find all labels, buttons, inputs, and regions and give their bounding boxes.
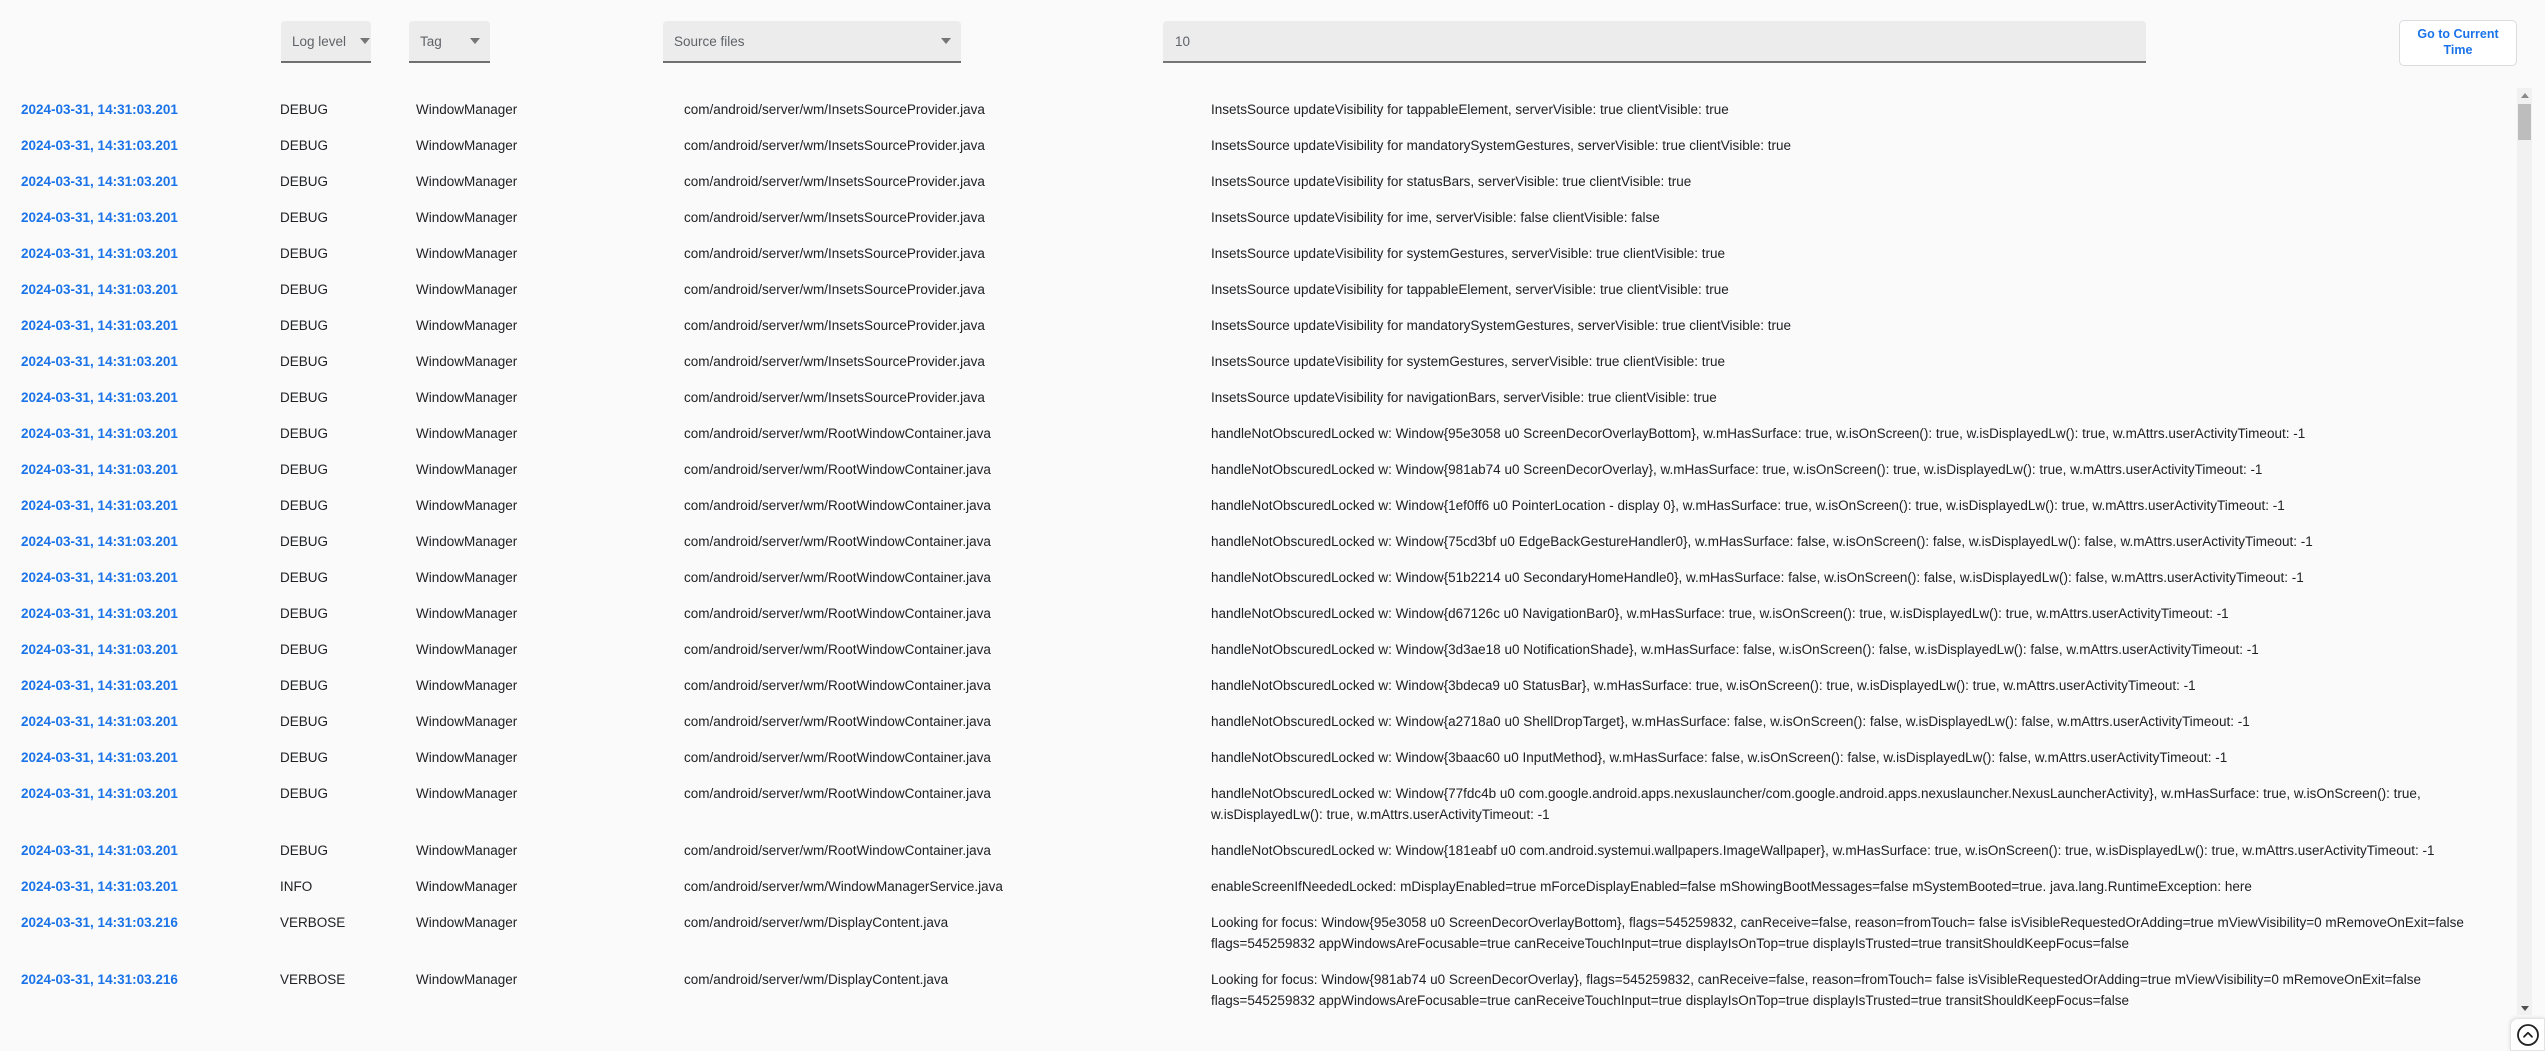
log-tag: WindowManager (416, 389, 518, 405)
log-row (0, 415, 2517, 451)
log-timestamp-link[interactable]: 2024-03-31, 14:31:03.201 (21, 173, 178, 189)
vertical-scrollbar[interactable] (2517, 88, 2532, 1015)
log-tag: WindowManager (416, 605, 518, 621)
log-row (0, 91, 2517, 127)
log-level: DEBUG (280, 245, 329, 261)
log-level: DEBUG (280, 353, 329, 369)
tag-select-label: Tag (420, 33, 442, 49)
log-tag: WindowManager (416, 569, 518, 585)
log-row (0, 961, 2517, 1018)
log-message: handleNotObscuredLocked w: Window{a2718a0 u0 ShellDropTarget}, w.mHasSurface: false, w.isOnScreen(): false, w.isDisplayedLw(): false, w.mAttrs.userActivityTimeout: -1 (1211, 713, 2250, 729)
log-level: DEBUG (280, 713, 329, 729)
log-tag: WindowManager (416, 245, 518, 261)
log-row (0, 832, 2517, 868)
time-window-input[interactable] (1163, 21, 2146, 63)
log-timestamp-link[interactable]: 2024-03-31, 14:31:03.201 (21, 137, 178, 153)
log-tag: WindowManager (416, 209, 518, 225)
log-level: DEBUG (280, 317, 329, 333)
log-tag: WindowManager (416, 842, 518, 858)
log-level: VERBOSE (280, 914, 346, 930)
log-level: DEBUG (280, 842, 329, 858)
log-timestamp-link[interactable]: 2024-03-31, 14:31:03.201 (21, 641, 178, 657)
log-message: handleNotObscuredLocked w: Window{3bdeca9 u0 StatusBar}, w.mHasSurface: true, w.isOnScreen(): true, w.isDisplayedLw(): true, w.mAttrs.userActivityTimeout: -1 (1211, 677, 2196, 693)
log-table (0, 91, 2517, 1018)
scrollbar-thumb[interactable] (2518, 104, 2531, 140)
log-source-file: com/android/server/wm/DisplayContent.java (684, 971, 949, 987)
log-row (0, 523, 2517, 559)
log-tag: WindowManager (416, 317, 518, 333)
log-tag: WindowManager (416, 878, 518, 894)
log-message: handleNotObscuredLocked w: Window{51b2214 u0 SecondaryHomeHandle0}, w.mHasSurface: false, w.isOnScreen(): false, w.isDisplayedLw(): false, w.mAttrs.userActivityTimeout: -1 (1211, 569, 2304, 585)
log-message: handleNotObscuredLocked w: Window{981ab74 u0 ScreenDecorOverlay}, w.mHasSurface: true, w.isOnScreen(): true, w.isDisplayedLw(): true, w.mAttrs.userActivityTimeout: -1 (1211, 461, 2263, 477)
log-level-select-label: Log level (292, 33, 347, 49)
log-row (0, 703, 2517, 739)
log-timestamp-link[interactable]: 2024-03-31, 14:31:03.201 (21, 878, 178, 894)
log-message: InsetsSource updateVisibility for tappableElement, serverVisible: true clientVisible: true (1211, 281, 1729, 297)
log-timestamp-link[interactable]: 2024-03-31, 14:31:03.201 (21, 677, 178, 693)
log-row (0, 868, 2517, 904)
log-tag: WindowManager (416, 281, 518, 297)
log-timestamp-link[interactable]: 2024-03-31, 14:31:03.201 (21, 101, 178, 117)
log-timestamp-link[interactable]: 2024-03-31, 14:31:03.201 (21, 209, 178, 225)
log-timestamp-link[interactable]: 2024-03-31, 14:31:03.201 (21, 749, 178, 765)
log-timestamp-link[interactable]: 2024-03-31, 14:31:03.201 (21, 461, 178, 477)
log-source-file: com/android/server/wm/RootWindowContainer.java (684, 497, 991, 513)
log-timestamp-link[interactable]: 2024-03-31, 14:31:03.201 (21, 842, 178, 858)
log-message: handleNotObscuredLocked w: Window{3baac60 u0 InputMethod}, w.mHasSurface: false, w.isOnScreen(): false, w.isDisplayedLw(): false, w.mAttrs.userActivityTimeout: -1 (1211, 749, 2228, 765)
source-files-select-label: Source files (674, 33, 745, 49)
chevron-up-circle-icon (2516, 1023, 2540, 1047)
log-tag: WindowManager (416, 785, 518, 801)
log-tag: WindowManager (416, 749, 518, 765)
log-row (0, 199, 2517, 235)
log-level: DEBUG (280, 497, 329, 513)
log-level: DEBUG (280, 641, 329, 657)
tag-select[interactable] (409, 21, 490, 63)
log-level: DEBUG (280, 209, 329, 225)
log-row (0, 904, 2517, 961)
log-source-file: com/android/server/wm/RootWindowContainer.java (684, 461, 991, 477)
log-level: DEBUG (280, 605, 329, 621)
log-source-file: com/android/server/wm/DisplayContent.java (684, 914, 949, 930)
log-level: DEBUG (280, 101, 329, 117)
log-timestamp-link[interactable]: 2024-03-31, 14:31:03.216 (21, 914, 178, 930)
log-timestamp-link[interactable]: 2024-03-31, 14:31:03.201 (21, 713, 178, 729)
log-message: InsetsSource updateVisibility for systemGestures, serverVisible: true clientVisible: true (1211, 245, 1725, 261)
log-row (0, 739, 2517, 775)
log-level: DEBUG (280, 677, 329, 693)
log-source-file: com/android/server/wm/RootWindowContainer.java (684, 713, 991, 729)
log-tag: WindowManager (416, 641, 518, 657)
log-timestamp-link[interactable]: 2024-03-31, 14:31:03.201 (21, 353, 178, 369)
scrollbar-down-arrow-icon[interactable] (2517, 1001, 2532, 1015)
log-message: Looking for focus: Window{981ab74 u0 ScreenDecorOverlay}, flags=545259832, canReceive=false, reason=fromTouch= false isVisibleRequestedOrAdding=true mViewVisibility=0 mRemoveOnExit=false flags=545259832 appWindowsAreFocusable=true canReceiveTouchInput=true displayIsOnTop=true displayIsTrusted=true transitShouldKeepFocus=false (1211, 971, 2422, 1008)
log-timestamp-link[interactable]: 2024-03-31, 14:31:03.201 (21, 425, 178, 441)
log-source-file: com/android/server/wm/RootWindowContainer.java (684, 785, 991, 801)
log-message: InsetsSource updateVisibility for navigationBars, serverVisible: true clientVisible: true (1211, 389, 1717, 405)
log-level: DEBUG (280, 461, 329, 477)
log-source-file: com/android/server/wm/InsetsSourceProvider.java (684, 317, 985, 333)
log-message: enableScreenIfNeededLocked: mDisplayEnabled=true mForceDisplayEnabled=false mShowingBootMessages=false mSystemBooted=true. java.lang.RuntimeException: here (1211, 878, 2252, 894)
log-timestamp-link[interactable]: 2024-03-31, 14:31:03.201 (21, 497, 178, 513)
log-source-file: com/android/server/wm/InsetsSourceProvider.java (684, 353, 985, 369)
log-timestamp-link[interactable]: 2024-03-31, 14:31:03.201 (21, 785, 178, 801)
log-source-file: com/android/server/wm/RootWindowContainer.java (684, 425, 991, 441)
log-row (0, 775, 2517, 832)
log-message: InsetsSource updateVisibility for systemGestures, serverVisible: true clientVisible: true (1211, 353, 1725, 369)
log-message: InsetsSource updateVisibility for ime, serverVisible: false clientVisible: false (1211, 209, 1660, 225)
log-timestamp-link[interactable]: 2024-03-31, 14:31:03.201 (21, 281, 178, 297)
log-level: DEBUG (280, 785, 329, 801)
log-level: DEBUG (280, 173, 329, 189)
go-to-current-time-button[interactable]: Go to Current Time (2399, 20, 2517, 66)
log-message: InsetsSource updateVisibility for mandatorySystemGestures, serverVisible: true clientVisible: true (1211, 137, 1792, 153)
log-tag: WindowManager (416, 533, 518, 549)
log-message: InsetsSource updateVisibility for mandatorySystemGestures, serverVisible: true clientVisible: true (1211, 317, 1792, 333)
source-files-select[interactable] (663, 21, 961, 63)
log-source-file: com/android/server/wm/InsetsSourceProvider.java (684, 209, 985, 225)
log-row (0, 487, 2517, 523)
log-tag: WindowManager (416, 353, 518, 369)
log-tag: WindowManager (416, 425, 518, 441)
log-message: InsetsSource updateVisibility for tappableElement, serverVisible: true clientVisible: true (1211, 101, 1729, 117)
log-message: handleNotObscuredLocked w: Window{95e3058 u0 ScreenDecorOverlayBottom}, w.mHasSurface: true, w.isOnScreen(): true, w.isDisplayedLw(): true, w.mAttrs.userActivityTimeout: -1 (1211, 425, 2306, 441)
log-tag: WindowManager (416, 497, 518, 513)
chevron-down-icon (360, 38, 370, 44)
log-message: handleNotObscuredLocked w: Window{3d3ae18 u0 NotificationShade}, w.mHasSurface: false, w.isOnScreen(): false, w.isDisplayedLw(): false, w.mAttrs.userActivityTimeout: -1 (1211, 641, 2259, 657)
log-row (0, 595, 2517, 631)
log-row (0, 379, 2517, 415)
log-row (0, 271, 2517, 307)
log-tag: WindowManager (416, 713, 518, 729)
log-source-file: com/android/server/wm/InsetsSourceProvider.java (684, 281, 985, 297)
log-message: handleNotObscuredLocked w: Window{75cd3bf u0 EdgeBackGestureHandler0}, w.mHasSurface: false, w.isOnScreen(): false, w.isDisplayedLw(): false, w.mAttrs.userActivityTimeout: -1 (1211, 533, 2313, 549)
log-source-file: com/android/server/wm/RootWindowContainer.java (684, 677, 991, 693)
log-tag: WindowManager (416, 971, 518, 987)
log-source-file: com/android/server/wm/WindowManagerService.java (684, 878, 1003, 894)
log-row (0, 127, 2517, 163)
log-row (0, 343, 2517, 379)
log-tag: WindowManager (416, 461, 518, 477)
log-tag: WindowManager (416, 137, 518, 153)
log-message: handleNotObscuredLocked w: Window{181eabf u0 com.android.systemui.wallpapers.ImageWallpaper}, w.mHasSurface: true, w.isOnScreen(): true, w.isDisplayedLw(): true, w.mAttrs.userActivityTimeout: -1 (1211, 842, 2435, 858)
log-row (0, 235, 2517, 271)
log-tag: WindowManager (416, 914, 518, 930)
log-source-file: com/android/server/wm/InsetsSourceProvider.java (684, 389, 985, 405)
log-source-file: com/android/server/wm/RootWindowContainer.java (684, 749, 991, 765)
log-row (0, 631, 2517, 667)
log-tag: WindowManager (416, 173, 518, 189)
log-source-file: com/android/server/wm/InsetsSourceProvider.java (684, 137, 985, 153)
log-timestamp-link[interactable]: 2024-03-31, 14:31:03.201 (21, 389, 178, 405)
chevron-down-icon (470, 38, 480, 44)
log-source-file: com/android/server/wm/RootWindowContainer.java (684, 533, 991, 549)
log-source-file: com/android/server/wm/RootWindowContainer.java (684, 641, 991, 657)
log-level: VERBOSE (280, 971, 346, 987)
scroll-to-top-button[interactable] (2515, 1022, 2541, 1048)
log-timestamp-link[interactable]: 2024-03-31, 14:31:03.201 (21, 569, 178, 585)
log-timestamp-link[interactable]: 2024-03-31, 14:31:03.201 (21, 533, 178, 549)
log-tag: WindowManager (416, 101, 518, 117)
log-level: INFO (280, 878, 313, 894)
log-row (0, 667, 2517, 703)
log-message: handleNotObscuredLocked w: Window{77fdc4b u0 com.google.android.apps.nexuslauncher/com.google.android.apps.nexuslauncher.NexusLauncherActivity}, w.mHasSurface: true, w.isOnScreen(): true, w.isDisplayedLw(): true, w.mAttrs.userActivityTimeout: -1 (1211, 785, 2421, 822)
log-message: handleNotObscuredLocked w: Window{d67126c u0 NavigationBar0}, w.mHasSurface: true, w.isOnScreen(): true, w.isDisplayedLw(): true, w.mAttrs.userActivityTimeout: -1 (1211, 605, 2229, 621)
log-row (0, 451, 2517, 487)
log-source-file: com/android/server/wm/RootWindowContainer.java (684, 605, 991, 621)
log-row (0, 163, 2517, 199)
log-row (0, 559, 2517, 595)
log-source-file: com/android/server/wm/RootWindowContainer.java (684, 569, 991, 585)
corner-panel (2510, 1018, 2545, 1051)
log-level: DEBUG (280, 389, 329, 405)
log-timestamp-link[interactable]: 2024-03-31, 14:31:03.201 (21, 245, 178, 261)
log-tag: WindowManager (416, 677, 518, 693)
log-source-file: com/android/server/wm/RootWindowContainer.java (684, 842, 991, 858)
log-level: DEBUG (280, 281, 329, 297)
log-message: Looking for focus: Window{95e3058 u0 ScreenDecorOverlayBottom}, flags=545259832, canReceive=false, reason=fromTouch= false isVisibleRequestedOrAdding=true mViewVisibility=0 mRemoveOnExit=false flags=545259832 appWindowsAreFocusable=true canReceiveTouchInput=true displayIsOnTop=true displayIsTrusted=true transitShouldKeepFocus=false (1211, 914, 2464, 951)
log-source-file: com/android/server/wm/InsetsSourceProvider.java (684, 101, 985, 117)
log-message: handleNotObscuredLocked w: Window{1ef0ff6 u0 PointerLocation - display 0}, w.mHasSurface: true, w.isOnScreen(): true, w.isDisplayedLw(): true, w.mAttrs.userActivityTimeout: -1 (1211, 497, 2285, 513)
log-level-select[interactable] (281, 21, 371, 63)
log-level: DEBUG (280, 569, 329, 585)
log-level: DEBUG (280, 749, 329, 765)
log-level: DEBUG (280, 137, 329, 153)
log-row (0, 307, 2517, 343)
log-message: InsetsSource updateVisibility for statusBars, serverVisible: true clientVisible: true (1211, 173, 1692, 189)
log-timestamp-link[interactable]: 2024-03-31, 14:31:03.201 (21, 605, 178, 621)
log-timestamp-link[interactable]: 2024-03-31, 14:31:03.201 (21, 317, 178, 333)
log-level: DEBUG (280, 425, 329, 441)
filter-toolbar (0, 0, 2545, 88)
log-source-file: com/android/server/wm/InsetsSourceProvider.java (684, 173, 985, 189)
log-level: DEBUG (280, 533, 329, 549)
chevron-down-icon (941, 38, 951, 44)
log-timestamp-link[interactable]: 2024-03-31, 14:31:03.216 (21, 971, 178, 987)
scrollbar-up-arrow-icon[interactable] (2517, 88, 2532, 102)
log-source-file: com/android/server/wm/InsetsSourceProvider.java (684, 245, 985, 261)
